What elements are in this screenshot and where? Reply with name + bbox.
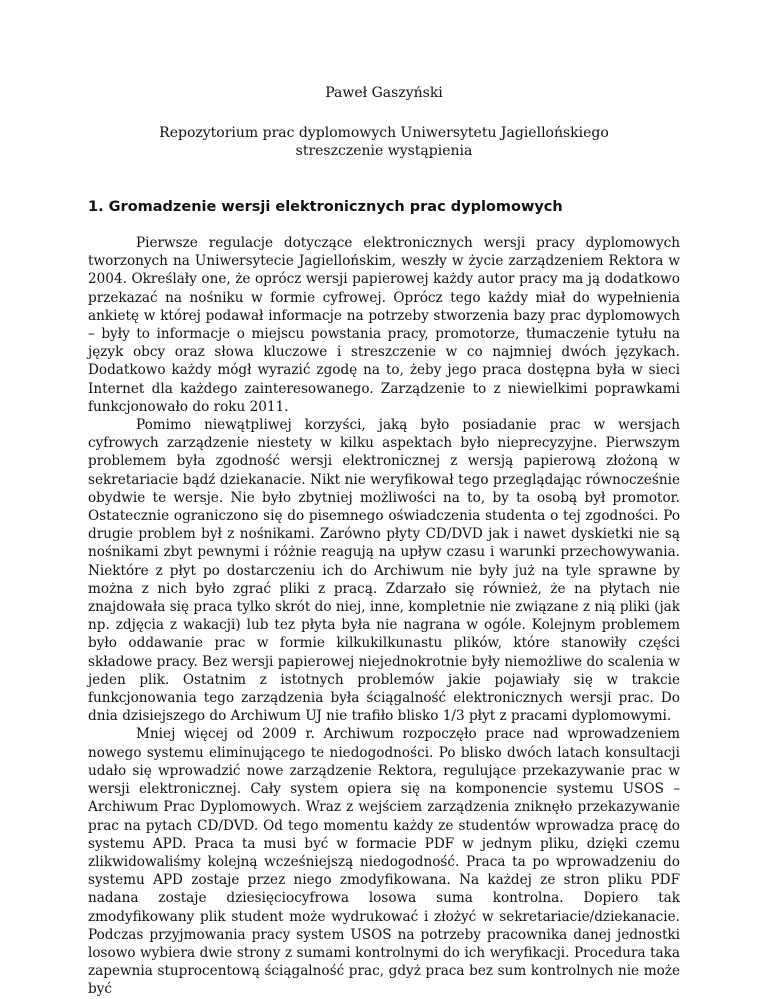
title-line-1: Repozytorium prac dyplomowych Uniwersytetu Jagiellońskiego	[159, 125, 609, 141]
paragraph-1: Pierwsze regulacje dotyczące elektronicznych wersji pracy dyplomowych tworzonych na Uniwersytecie Jagiellońskim, weszły w życie zarządzeniem Rektora w 2004. Określały one, że oprócz wersji papierowej każdy autor pracy ma ją dodatkowo przekazać na nośniku w formie cyfrowej. Oprócz tego każdy miał do wypełnienia ankietę w której podawał informacje na potrzeby stworzenia bazy prac dyplomowych – były to informacje o miejscu powstania pracy, promotorze, tłumaczenie tytułu na język obcy oraz słowa kluczowe i streszczenie w co najmniej dwóch językach. Dodatkowo każdy mógł wyrazić zgodę na to, żeby jego praca dostępna była w sieci Internet dla każdego zainteresowanego. Zarządzenie to z niewielkimi poprawkami funkcjonowało do roku 2011.	[88, 235, 680, 415]
section-heading: 1. Gromadzenie wersji elektronicznych prac dyplomowych	[88, 199, 563, 215]
paragraph-3: Mniej więcej od 2009 r. Archiwum rozpoczęło prace nad wprowadzeniem nowego systemu eliminującego te niedogodności. Po blisko dwóch latach konsultacji udało się wprowadzić nowe zarządzenie Rektora, regulujące przekazywanie prac w wersji elektronicznej. Cały system opiera się na komponencie systemu USOS – Archiwum Prac Dyplomowych. Wraz z wejściem zarządzenia zniknęło przekazywanie prac na pytach CD/DVD. Od tego momentu każdy ze studentów wprowadza pracę do systemu APD. Praca ta musi być w formacie PDF w jednym pliku, dzięki czemu zlikwidowaliśmy kolejną wcześniejszą niedogodność. Praca ta po wprowadzeniu do systemu APD zostaje przez niego zmodyfikowana. Na każdej ze stron pliku PDF nadana zostaje dziesięciocyfrowa losowa suma kontrolna. Dopiero tak zmodyfikowany plik student może wydrukować i złożyć w sekretariacie/dziekanacie. Podczas przyjmowania pracy system USOS na potrzeby pracownika danej jednostki losowo wybiera dwie strony z sumami kontrolnymi do ich weryfikacji. Procedura taka zapewnia stuprocentową ściągalność prac, gdyż praca bez sum kontrolnych nie może być	[88, 726, 680, 998]
paragraph-2: Pomimo niewątpliwej korzyści, jaką było posiadanie prac w wersjach cyfrowych zarządzenie niestety w kilku aspektach było nieprecyzyjne. Pierwszym problemem była zgodność wersji elektronicznej z wersją papierową złożoną w sekretariacie bądź dziekanacie. Nikt nie weryfikował tego przeglądając równocześnie obydwie te wersje. Nie było zbytniej możliwości na to, by ta osobą był promotor. Ostatecznie ograniczono się do pisemnego oświadczenia studenta o tej zgodności. Po drugie problem był z nośnikami. Zarówno płyty CD/DVD jak i nawet dyskietki nie są nośnikami zbyt pewnymi i różnie reagują na upływ czasu i warunki przechowywania. Niektóre z płyt po dostarczeniu ich do Archiwum nie były już na tyle sprawne by można z nich było zgrać pliki z pracą. Zdarzało się również, że na płytach nie znajdowała się praca tylko skrót do niej, inne, kompletnie nie związane z nią pliki (jak np. zdjęcia z wakacji) lub tez płyta była nie nagrana w ogóle. Kolejnym problemem było oddawanie prac w formie kilkukilkunastu plików, które stanowiły części składowe pracy. Bez wersji papierowej niejednokrotnie były niemożliwe do scalenia w jeden plik. Ostatnim z istotnych problemów jakie pojawiały się w trakcie funkcjonowania tego zarządzenia była ściągalność elektronicznych wersji prac. Do dnia dzisiejszego do Archiwum UJ nie trafiło blisko 1/3 płyt z pracami dyplomowymi.	[88, 417, 681, 725]
title-line-2: streszczenie wystąpienia	[295, 143, 473, 159]
document-title	[88, 124, 680, 160]
author-name: Paweł Gaszyński	[325, 85, 443, 101]
